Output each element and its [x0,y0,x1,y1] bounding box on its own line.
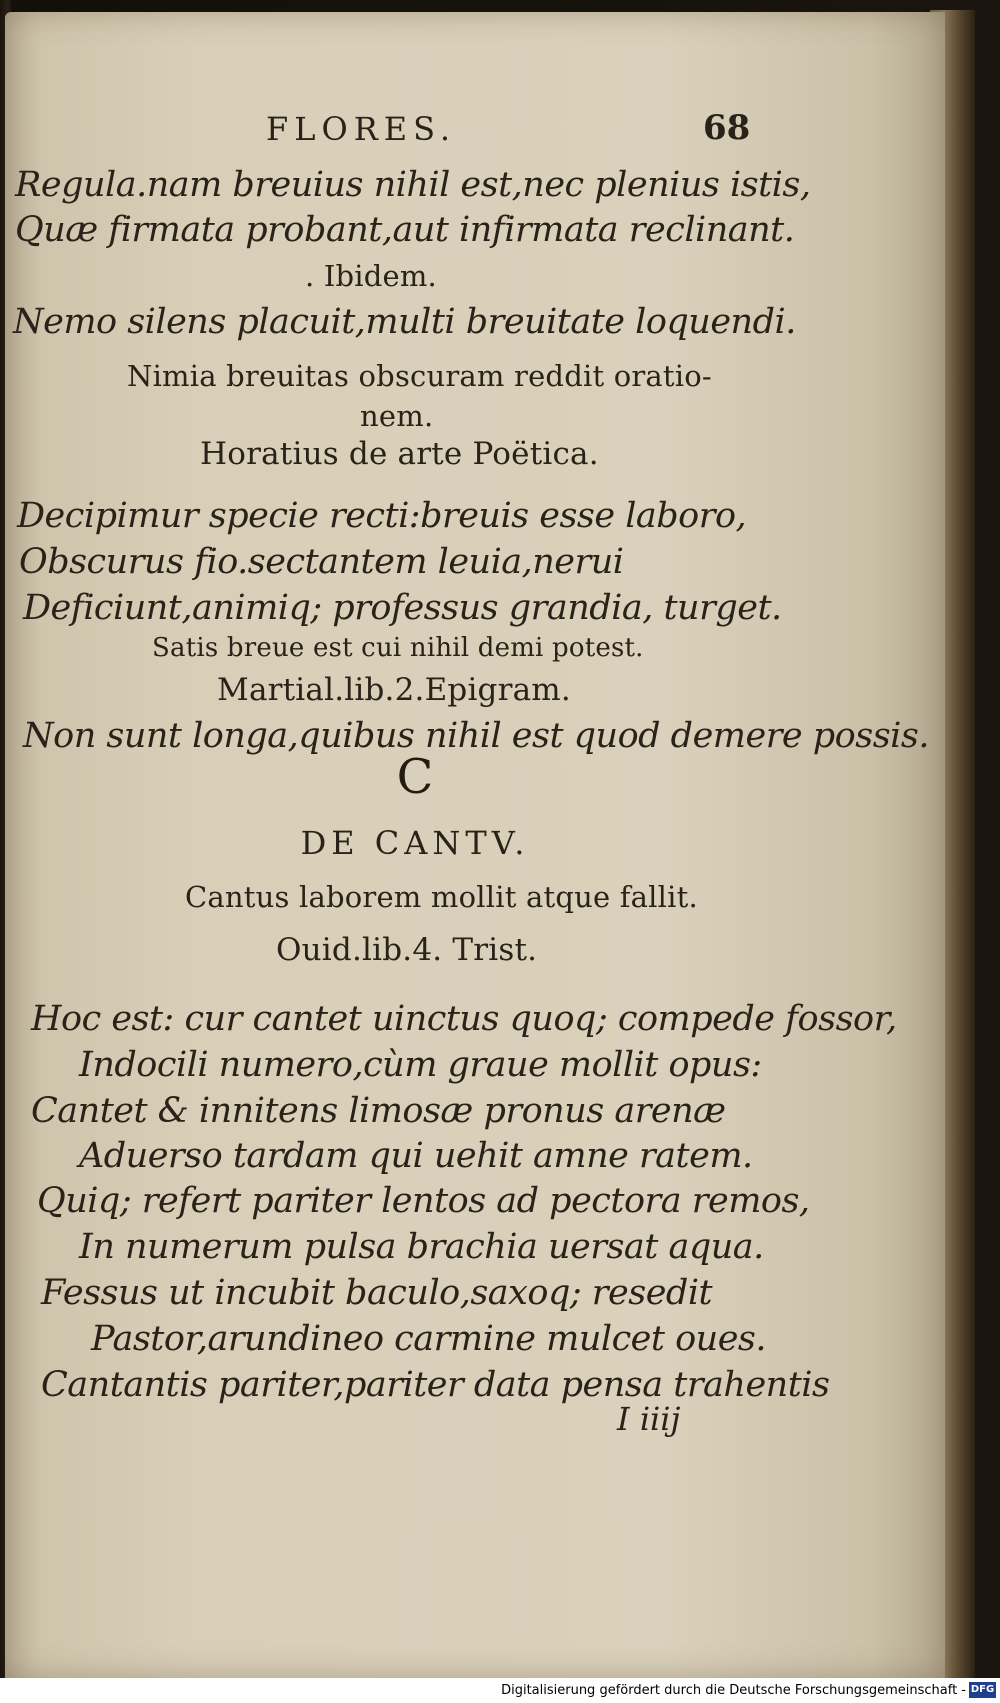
text-line: In numerum pulsa brachia uersat aqua. [79,1227,764,1267]
text-line: Aduerso tardam qui uehit amne ratem. [79,1136,753,1176]
section-title: DE CANTV. [300,824,530,862]
text-line: Fessus ut incubit baculo,saxoq; resedit [41,1273,713,1313]
text-line: Obscurus fio.sectantem leuia,nerui [19,542,624,582]
text-line: Nemo silens placuit,multi breuitate loquendi. [13,302,796,342]
text-line: Quiq; refert pariter lentos ad pectora remos, [37,1181,810,1221]
text-line: nem. [360,399,434,433]
text-line: Decipimur specie recti:breuis esse laboro, [17,496,747,536]
text-line: Indocili numero,cùm graue mollit opus: [79,1045,762,1085]
signature-mark: I iiij [617,1400,681,1438]
text-line: Cantus laborem mollit atque fallit. [185,880,698,914]
footer-bar [0,1678,1000,1703]
text-line: Cantet & innitens limosæ pronus arenæ [31,1091,726,1131]
text-line: Non sunt longa,quibus nihil est quod demere possis. [23,716,929,756]
text-line: Pastor,arundineo carmine mulcet oues. [91,1319,766,1359]
text-line: Martial.lib.2.Epigram. [217,672,571,708]
text-line: Hoc est: cur cantet uinctus quoq; compede fossor, [31,999,897,1039]
section-letter: C [396,749,434,805]
page-number: 68 [703,108,751,148]
text-line: . Ibidem. [305,259,437,293]
footer-text: Digitalisierung gefördert durch die Deutsche Forschungsgemeinschaft - [501,1683,966,1698]
text-line: Satis breue est cui nihil demi potest. [152,633,644,663]
text-line: Horatius de arte Poëtica. [200,436,599,472]
text-line: Quæ firmata probant,aut infirmata reclinant. [15,210,795,250]
text-line: Ouid.lib.4. Trist. [276,932,538,968]
running-header: FLORES. [266,110,457,148]
text-line: Nimia breuitas obscuram reddit oratio- [127,359,712,393]
dfg-logo: DFG [969,1682,996,1698]
text-line: Deficiunt,animiq; professus grandia, turget. [23,588,782,628]
book-page [5,12,945,1678]
text-line: Regula.nam breuius nihil est,nec plenius istis, [15,165,811,205]
text-line: Cantantis pariter,pariter data pensa trahentis [41,1365,830,1405]
